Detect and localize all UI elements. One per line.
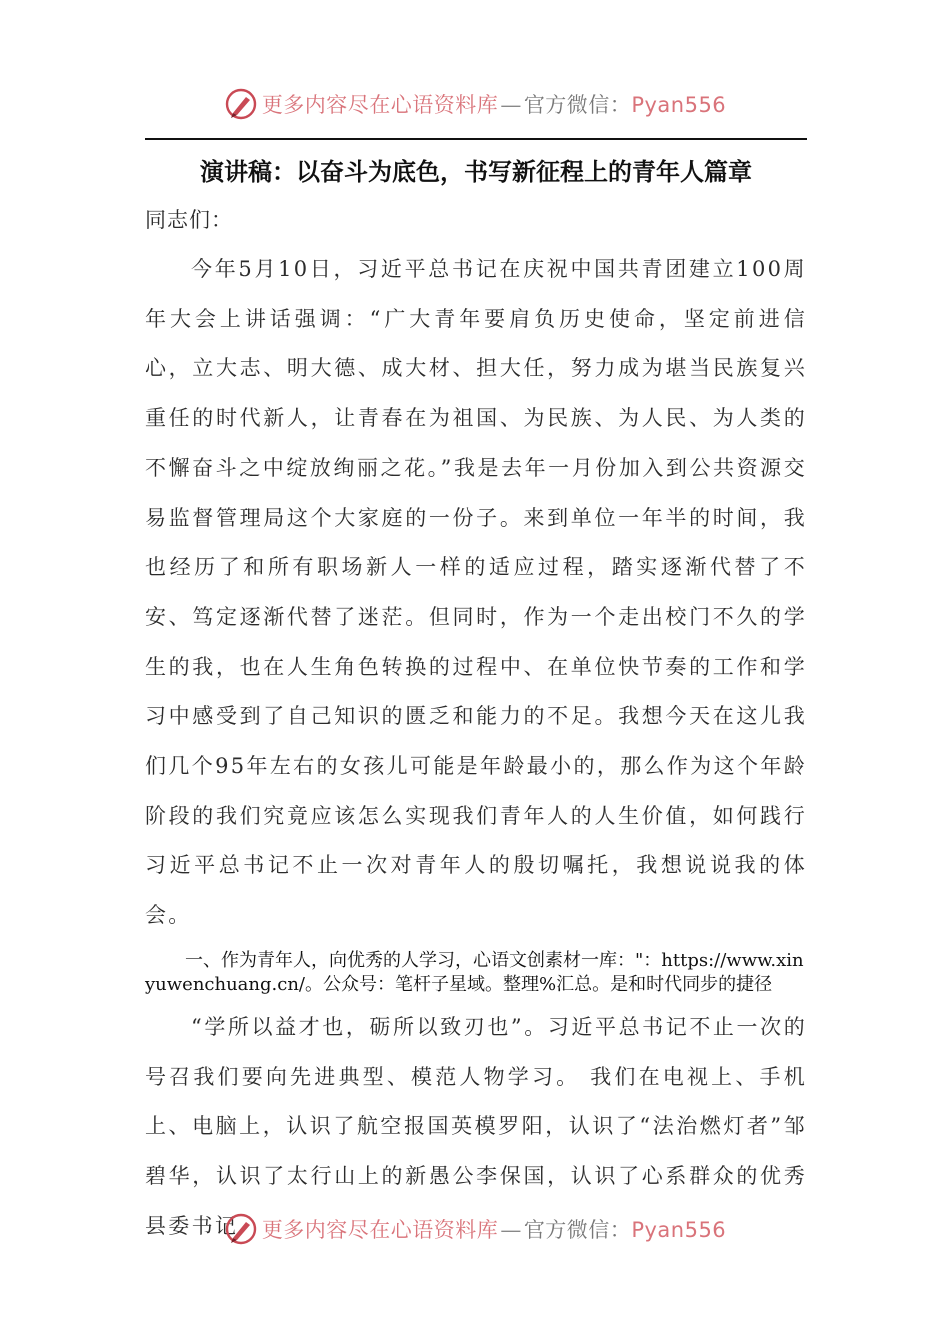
header-banner-text [262,89,726,119]
document-title: 演讲稿：以奋斗为底色，书写新征程上的青年人篇章 [200,157,752,186]
pen-logo-icon [224,87,258,121]
footer-dash: — [500,1218,522,1242]
header-wechat-id: Pyan556 [631,93,727,117]
salutation: 同志们： [145,208,233,232]
footer-banner-text [262,1214,726,1244]
header-watermark-banner [0,84,950,124]
paragraph-2: “学所以益才也，砺所以致刃也”。习近平总书记不止一次的号召我们要向先进典型、模范人物学习。 我们在电视上、手机上、电脑上，认识了航空报国英模罗阳，认识了“法治燃灯者”邹碧华，认识了太行山上的新愚公李保国，认识了心系群众的优秀县委书记 [145,1014,807,1238]
document-body [145,196,807,1251]
header-dash: — [500,93,522,117]
header-divider [145,138,807,140]
footer-wechat-id: Pyan556 [631,1218,727,1242]
footer-brand: 更多内容尽在心语资料库 [261,1218,499,1242]
pen-logo-icon [224,1212,258,1246]
header-official-label: 官方微信： [523,93,632,117]
header-brand: 更多内容尽在心语资料库 [261,93,499,117]
section-heading: 一、作为青年人，向优秀的人学习，心语文创素材一库："：https://www.xinyuwenchuang.cn/。公众号：笔杆子星域。整理%汇总。是和时代同步的捷径 [145,949,804,995]
footer-official-label: 官方微信： [523,1218,632,1242]
footer-watermark-banner [0,1209,950,1249]
paragraph-1: 今年5月10日，习近平总书记在庆祝中国共青团建立100周年大会上讲话强调：“广大青年要肩负历史使命，坚定前进信心，立大志、明大德、成大材、担大任，努力成为堪当民族复兴重任的时代新人，让青春在为祖国、为民族、为人民、为人类的不懈奋斗之中绽放绚丽之花。”我是去年一月份加入到公共资源交易监督管理局这个大家庭的一份子。来到单位一年半的时间，我也经历了和所有职场新人一样的适应过程，踏实逐渐代替了不安、笃定逐渐代替了迷茫。但同时，作为一个走出校门不久的学生的我，也在人生角色转换的过程中、在单位快节奏的工作和学习中感受到了自己知识的匮乏和能力的不足。我想今天在这儿我们几个95年左右的女孩儿可能是年龄最小的，那么作为这个年龄阶段的我们究竟应该怎么实现我们青年人的人生价值，如何践行习近平总书记不止一次对青年人的殷切嘱托，我想说说我的体会。 [145,257,807,928]
